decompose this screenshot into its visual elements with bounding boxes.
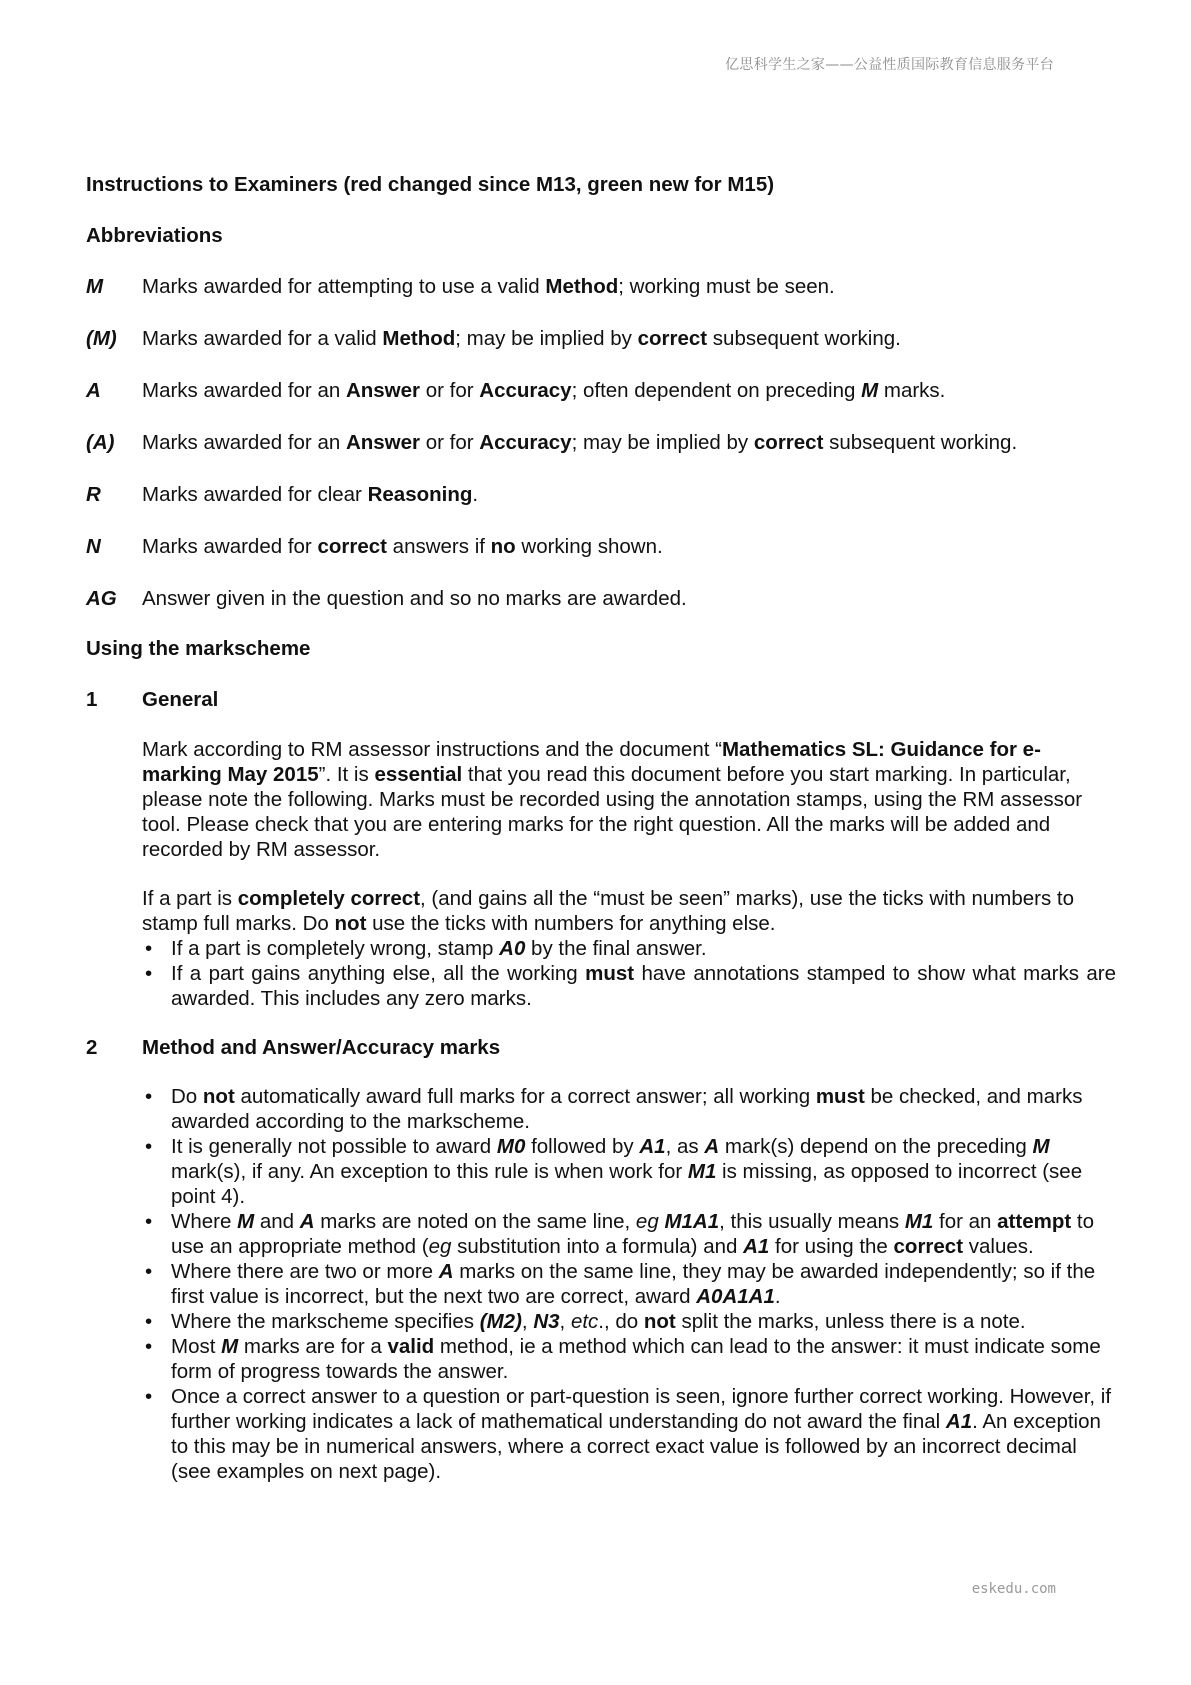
text-run: eg [428, 1235, 452, 1258]
text-run: A [299, 1210, 315, 1233]
text-run: to use an appropriate method ( [171, 1210, 1094, 1258]
text-run: marks. [878, 379, 946, 402]
text-run: M [237, 1210, 255, 1233]
abbreviation-code: AG [86, 587, 117, 610]
text-run: valid [387, 1335, 435, 1358]
text-run: attempt [997, 1210, 1072, 1233]
text-run: If a part gains anything else, all the working [171, 962, 586, 985]
text-run: , [521, 1310, 534, 1333]
abbreviation-description [142, 586, 1116, 611]
text-run: A [438, 1260, 454, 1283]
text-run: must [585, 962, 635, 985]
bullet-item [142, 1084, 1116, 1134]
text-run: Mathematics SL: Guidance for e-marking May 2015 [142, 738, 1041, 786]
text-run: be checked, and marks awarded according to the markscheme. [171, 1085, 1083, 1133]
text-run: essential [374, 763, 463, 786]
abbreviation-description [142, 430, 1116, 455]
text-run: no [490, 535, 516, 558]
text-run: Do [171, 1085, 203, 1108]
text-run: , [559, 1310, 571, 1333]
section-2-content [142, 1084, 1116, 1484]
text-run: subsequent working. [707, 327, 901, 350]
text-run: , (and gains all the “must be seen” marks), use the ticks with numbers to stamp full marks. Do [142, 887, 1075, 935]
text-run: substitution into a formula) and [451, 1235, 744, 1258]
text-run: Marks awarded for a valid [142, 327, 383, 350]
abbreviations-heading: Abbreviations [86, 224, 223, 247]
text-run: A1 [945, 1410, 973, 1433]
text-run: method, ie a method which can lead to the answer: it must indicate some form of progress towards the answer. [171, 1335, 1101, 1383]
text-run: Marks awarded for attempting to use a valid [142, 275, 546, 298]
text-run: . An exception to this may be in numerical answers, where a correct exact value is followed by an incorrect decimal (see examples on next page). [171, 1410, 1101, 1483]
text-run: etc [570, 1310, 599, 1333]
text-run: followed by [525, 1135, 640, 1158]
text-run: subsequent working. [823, 431, 1018, 454]
abbreviation-row [86, 482, 1116, 507]
bullet-item [142, 936, 1116, 961]
text-run: values. [963, 1235, 1034, 1258]
text-run: ; often dependent on preceding [571, 379, 862, 402]
text-run: Method [382, 327, 456, 350]
text-run: marks are noted on the same line, [314, 1210, 636, 1233]
text-run: that you read this document before you start marking. In particular, please note the following. Marks must be recorded using the annotation stamps, using the RM assessor tool. Please check that you are entering marks for the right question. All the marks will be added and recorded by RM assessor. [142, 763, 1083, 861]
text-run: not [334, 912, 367, 935]
text-run: is missing, as opposed to incorrect (see point 4). [171, 1160, 1083, 1208]
text-run: ; may be implied by [571, 431, 754, 454]
text-run: A0A1A1 [696, 1285, 775, 1308]
watermark-text: 亿思科学生之家——公益性质国际教育信息服务平台 [725, 57, 1054, 73]
text-run: by the final answer. [525, 937, 707, 960]
text-run: and [254, 1210, 300, 1233]
text-run: If a part is [142, 887, 238, 910]
section-2-title: Method and Answer/Accuracy marks [142, 1036, 501, 1059]
section-1-paragraph-2 [142, 886, 1116, 936]
text-run: mark(s), if any. An exception to this rule is when work for [171, 1160, 688, 1183]
using-markscheme-heading: Using the markscheme [86, 637, 311, 660]
text-run: Marks awarded for an [142, 431, 346, 454]
section-2-heading [86, 1035, 1116, 1060]
section-1-content [142, 737, 1116, 1011]
section-1-bullets [142, 936, 1116, 1011]
text-run: It is generally not possible to award [171, 1135, 497, 1158]
text-run: Answer [345, 379, 421, 402]
section-1-heading [86, 687, 1116, 712]
abbreviation-row [86, 274, 1116, 299]
abbreviation-code: N [86, 535, 101, 558]
text-run: automatically award full marks for a correct answer; all working [234, 1085, 816, 1108]
text-run: Where there are two or more [171, 1260, 439, 1283]
text-run: must [815, 1085, 865, 1108]
text-run: A0 [499, 937, 526, 960]
abbreviation-code: (M) [86, 327, 117, 350]
abbreviation-row [86, 534, 1116, 559]
text-run: M1A1 [664, 1210, 720, 1233]
text-run: (M2) [479, 1310, 522, 1333]
abbreviation-description [142, 274, 1116, 299]
section-1-paragraph-1 [142, 737, 1116, 862]
bullet-item [142, 1309, 1116, 1334]
abbreviation-description [142, 482, 1116, 507]
text-run: not [643, 1310, 676, 1333]
text-run: or for [420, 431, 480, 454]
abbreviation-description [142, 326, 1116, 351]
text-run: for an [933, 1210, 998, 1233]
text-run: M1 [687, 1160, 717, 1183]
text-run: working shown. [515, 535, 663, 558]
text-run: correct [753, 431, 824, 454]
text-run: marks are for a [238, 1335, 388, 1358]
bullet-item [142, 1134, 1116, 1209]
bullet-item [142, 1209, 1116, 1259]
text-run: M [861, 379, 879, 402]
text-run: Mark according to RM assessor instructions and the document “ [142, 738, 722, 761]
text-run: Reasoning [367, 483, 473, 506]
text-run: correct [317, 535, 387, 558]
abbreviation-code: R [86, 483, 101, 506]
text-run: Accuracy [479, 431, 572, 454]
text-run: , this usually means [719, 1210, 905, 1233]
abbreviation-row [86, 430, 1116, 455]
section-1-title: General [142, 688, 219, 711]
text-run: Most [171, 1335, 222, 1358]
text-run: Marks awarded for clear [142, 483, 368, 506]
text-run: Answer given in the question and so no marks are awarded. [142, 587, 687, 610]
abbreviations-list [86, 274, 1116, 611]
text-run: Where [171, 1210, 238, 1233]
text-run: for using the [769, 1235, 894, 1258]
text-run: A1 [743, 1235, 770, 1258]
text-run: correct [637, 327, 708, 350]
text-run: If a part is completely wrong, stamp [171, 937, 500, 960]
text-run: split the marks, unless there is a note. [675, 1310, 1026, 1333]
text-run: Where the markscheme specifies [171, 1310, 480, 1333]
bullet-item [142, 1334, 1116, 1384]
text-run: A [704, 1135, 720, 1158]
text-run: M0 [496, 1135, 526, 1158]
text-run: answers if [386, 535, 491, 558]
abbreviation-row [86, 326, 1116, 351]
text-run: ”. It is [318, 763, 375, 786]
text-run: Answer [345, 431, 421, 454]
abbreviation-row [86, 586, 1116, 611]
text-run: marks on the same line, they may be awarded independently; so if the first value is incorrect, but the next two are correct, award [171, 1260, 1096, 1308]
text-run: ., do [598, 1310, 644, 1333]
abbreviation-code: A [86, 379, 101, 402]
section-1-number: 1 [86, 688, 98, 711]
text-run: . [774, 1285, 781, 1308]
section-2-bullets [142, 1084, 1116, 1484]
text-run: Once a correct answer to a question or part-question is seen, ignore further correct working. However, if further working indicates a lack of mathematical understanding do not award the final [171, 1385, 1112, 1433]
text-run: Method [545, 275, 619, 298]
text-run: , as [665, 1135, 705, 1158]
text-run: completely correct [237, 887, 421, 910]
text-run: use the ticks with numbers for anything else. [366, 912, 776, 935]
bullet-item [142, 1259, 1116, 1309]
abbreviation-description [142, 378, 1116, 403]
text-run: ; may be implied by [455, 327, 638, 350]
text-run: mark(s) depend on the preceding [719, 1135, 1033, 1158]
text-run: eg [635, 1210, 659, 1233]
page-title: Instructions to Examiners (red changed since M13, green new for M15) [86, 173, 775, 196]
footer-site-name: eskedu.com [971, 1581, 1056, 1597]
text-run: have annotations stamped to show what marks are awarded. This includes any zero marks. [171, 962, 1116, 1010]
abbreviation-description [142, 534, 1116, 559]
text-run: M [1032, 1135, 1050, 1158]
text-run: correct [893, 1235, 964, 1258]
text-run: or for [420, 379, 480, 402]
text-run: Marks awarded for [142, 535, 318, 558]
document-body [86, 172, 1116, 1484]
section-2-number: 2 [86, 1036, 98, 1059]
text-run: A1 [639, 1135, 666, 1158]
text-run: not [202, 1085, 235, 1108]
text-run: . [472, 483, 479, 506]
abbreviation-code: (A) [86, 431, 115, 454]
text-run: Accuracy [479, 379, 572, 402]
text-run: M1 [904, 1210, 934, 1233]
text-run: N3 [533, 1310, 560, 1333]
text-run: ; working must be seen. [618, 275, 835, 298]
bullet-item [142, 1384, 1116, 1484]
text-run: Marks awarded for an [142, 379, 346, 402]
text-run: M [221, 1335, 239, 1358]
bullet-item [142, 961, 1116, 1011]
abbreviation-row [86, 378, 1116, 403]
abbreviation-code: M [86, 275, 104, 298]
